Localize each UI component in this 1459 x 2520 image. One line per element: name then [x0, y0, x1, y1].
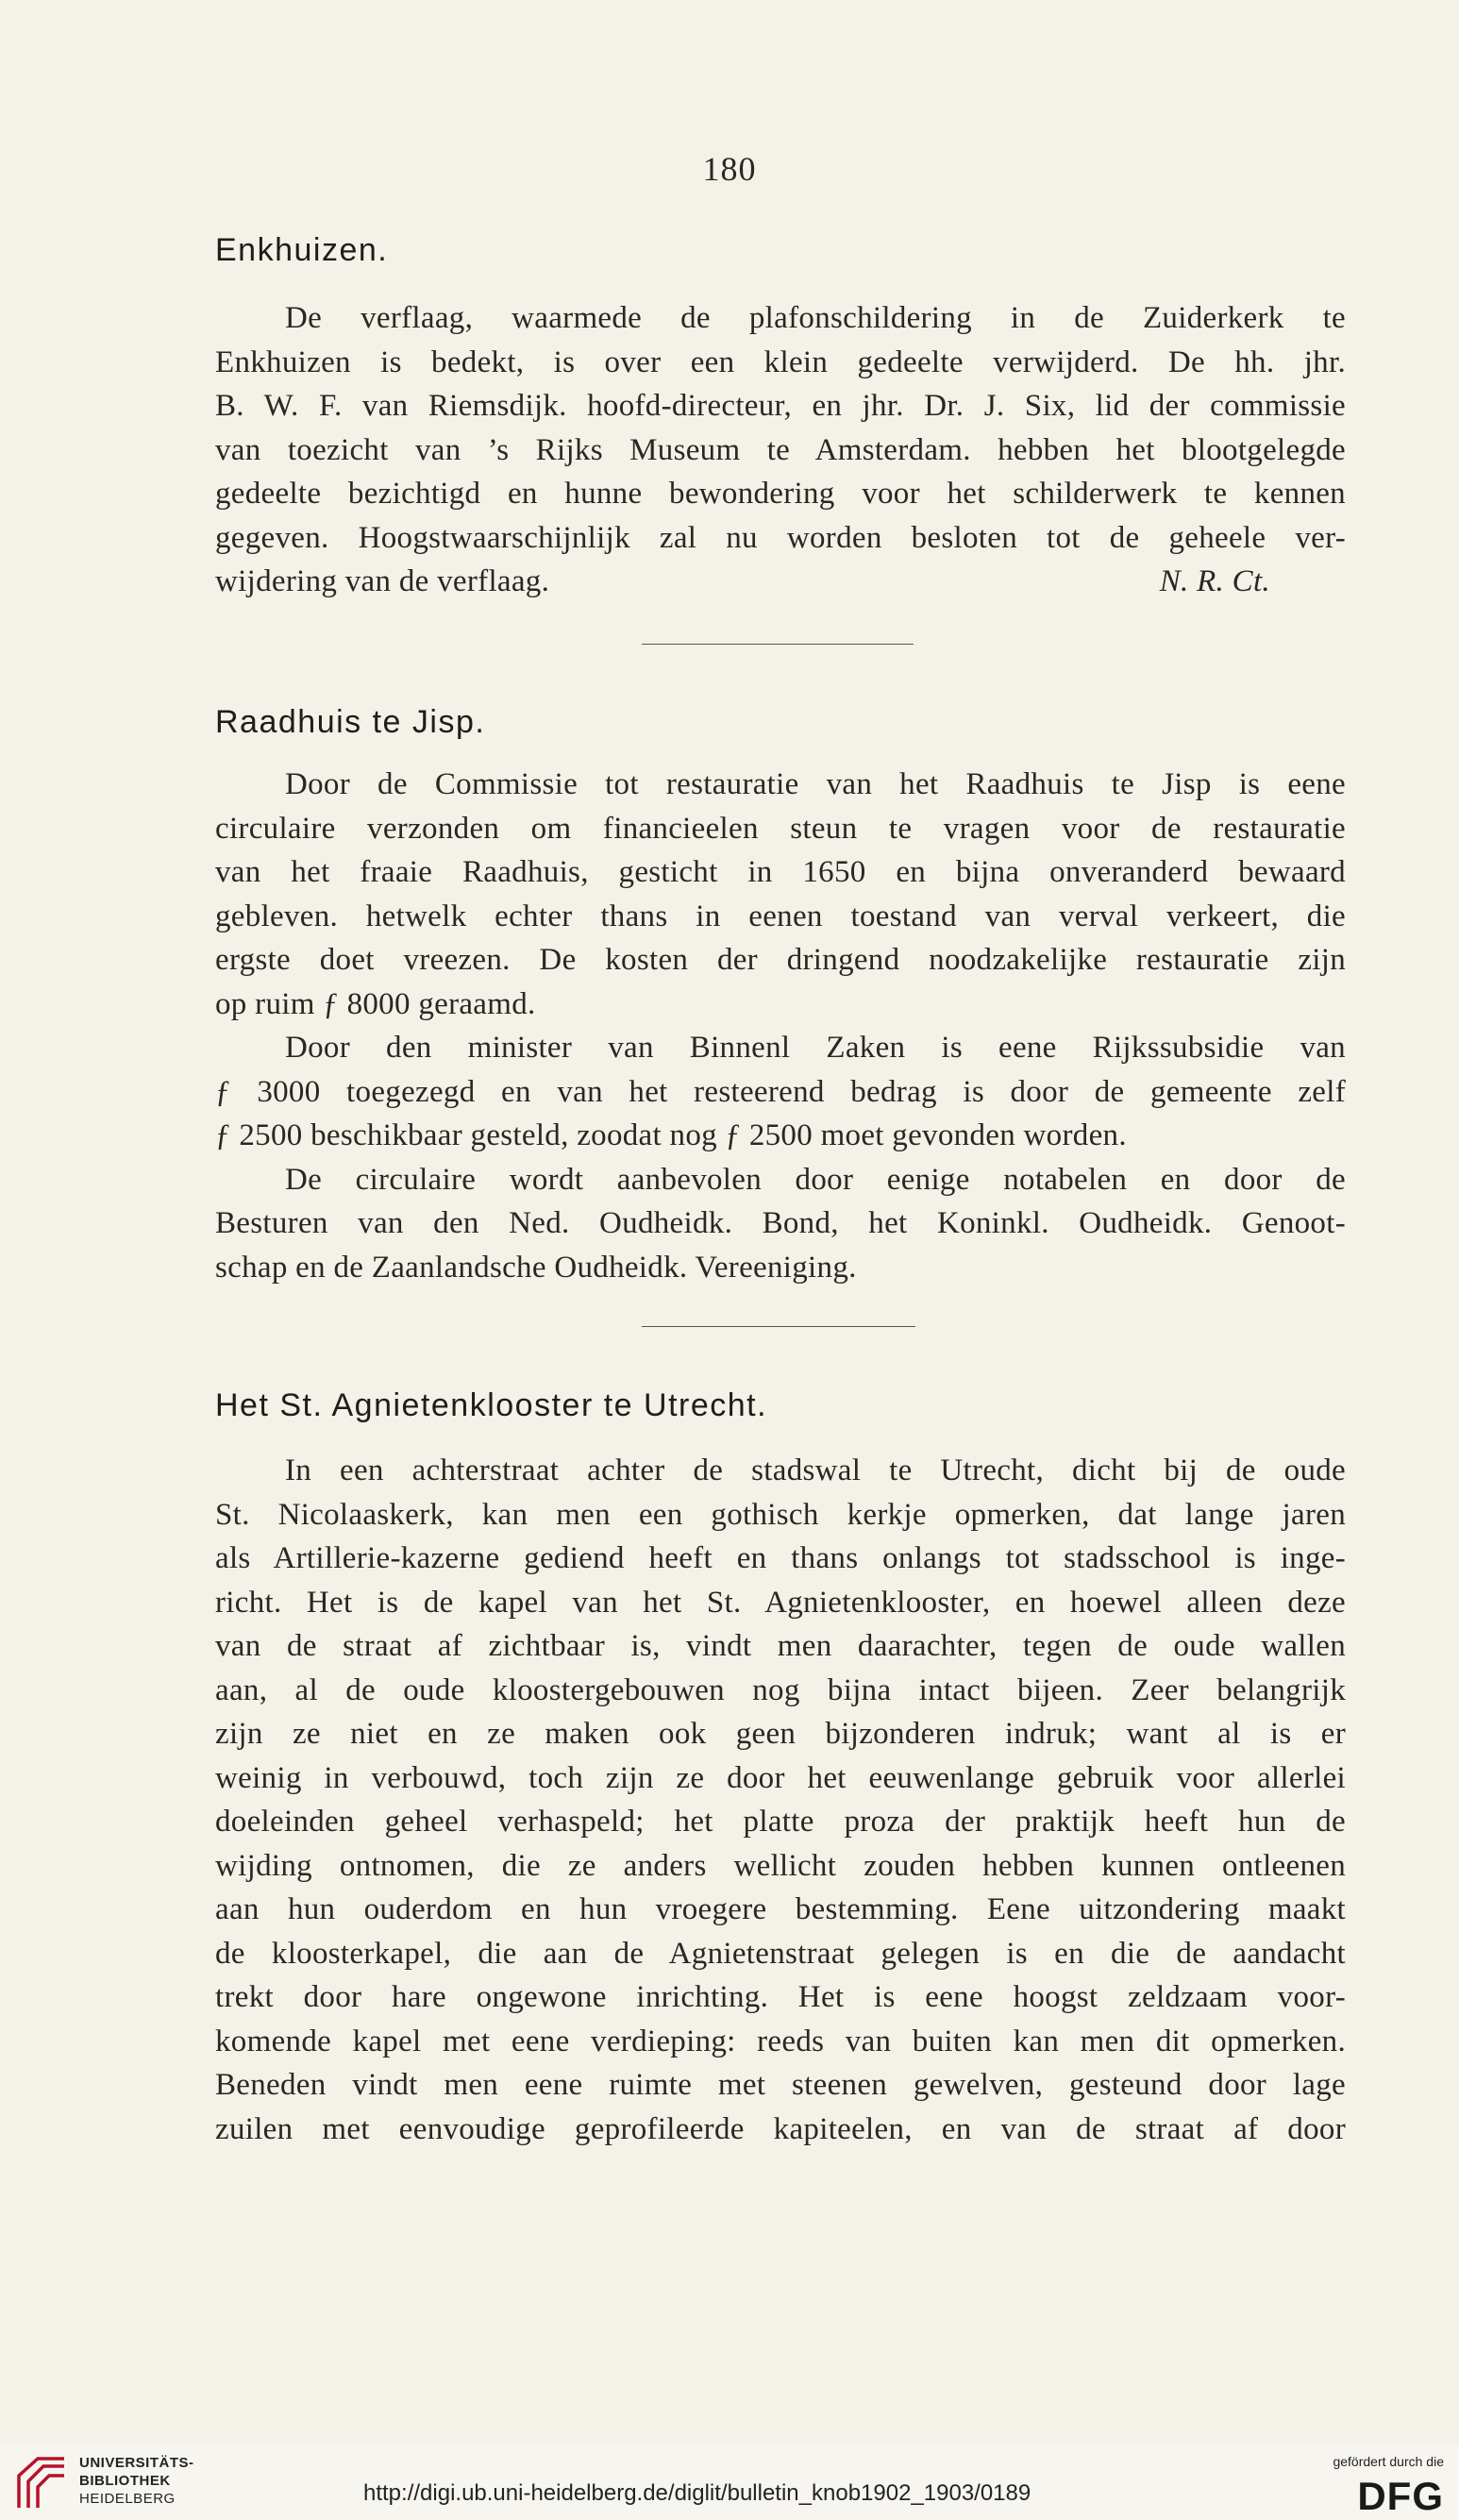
paragraph-raadhuis-jisp	[215, 763, 1346, 1289]
text-line: wijding ontnomen, die ze anders wellicht zouden hebben kunnen ontleenen	[215, 1848, 1346, 1883]
text-line: schap en de Zaanlandsche Oudheidk. Vereeniging.	[215, 1250, 857, 1285]
text-line: weinig in verbouwd, toch zijn ze door het eeuwenlange gebruik voor allerlei	[215, 1760, 1346, 1795]
text-line: Beneden vindt men eene ruimte met steenen gewelven, gesteund door lage	[215, 2068, 1346, 2102]
text-line: op ruim ƒ 8000 geraamd.	[215, 986, 536, 1021]
text-line: trekt door hare ongewone inrichting. Het is eene hoogst zeldzaam voor-	[215, 1980, 1346, 2014]
dfg-logo: DFG	[1357, 2474, 1444, 2518]
paragraph-agnietenklooster	[215, 1449, 1346, 2151]
text-line: komende kapel met eene verdieping: reeds van buiten kan men dit opmerken.	[215, 2024, 1346, 2058]
text-line	[215, 560, 1346, 604]
funder-label: gefördert durch die	[1333, 2454, 1444, 2469]
text-line: Besturen van den Ned. Oudheidk. Bond, het Koninkl. Oudheidk. Genoot-	[215, 1206, 1346, 1240]
section-heading-enkhuizen: Enkhuizen.	[215, 232, 389, 268]
text-line: van toezicht van ’s Rijks Museum te Amsterdam. hebben het blootgelegde	[215, 432, 1346, 467]
text-line: St. Nicolaaskerk, kan men een gothisch kerkje opmerken, dat lange jaren	[215, 1497, 1346, 1532]
text-line: Door de Commissie tot restauratie van het Raadhuis te Jisp is eene	[285, 767, 1346, 801]
text-line: B. W. F. van Riemsdijk. hoofd-directeur, en jhr. Dr. J. Six, lid der commissie	[215, 389, 1346, 423]
text-line: de kloosterkapel, die aan de Agnietenstraat gelegen is en die de aandacht	[215, 1936, 1346, 1971]
text-line: Door den minister van Binnenl Zaken is eene Rijkssubsidie van	[285, 1031, 1346, 1065]
library-name-line: BIBLIOTHEK	[79, 2473, 171, 2489]
text-line: zijn ze niet en ze maken ook geen bijzonderen indruk; want al is er	[215, 1717, 1346, 1751]
text-line: doeleinden geheel verhaspeld; het platte proza der praktijk heeft hun de	[215, 1805, 1346, 1839]
text-line-content: wijdering van de verflaag.	[215, 564, 550, 598]
text-line: richt. Het is de kapel van het St. Agnietenklooster, en hoewel alleen deze	[215, 1585, 1346, 1620]
text-line: In een achterstraat achter de stadswal te Utrecht, dicht bij de oude	[285, 1453, 1346, 1487]
section-divider	[642, 1326, 915, 1327]
text-line: De circulaire wordt aanbevolen door eenige notabelen en door de	[285, 1162, 1346, 1197]
text-line: gegeven. Hoogstwaarschijnlijk zal nu worden besloten tot de geheele ver-	[215, 520, 1346, 555]
text-line: ergste doet vreezen. De kosten der dringend noodzakelijke restauratie zijn	[215, 943, 1346, 977]
section-heading-raadhuis-jisp: Raadhuis te Jisp.	[215, 704, 486, 740]
text-line: gebleven. hetwelk echter thans in eenen toestand van verval verkeert, die	[215, 899, 1346, 933]
university-library-name	[79, 2454, 194, 2508]
section-heading-agnietenklooster: Het St. Agnietenklooster te Utrecht.	[215, 1387, 768, 1423]
text-line: ƒ 3000 toegezegd en van het resteerend bedrag is door de gemeente zelf	[215, 1074, 1346, 1109]
text-line: De verflaag, waarmede de plafonschildering in de Zuiderkerk te	[285, 301, 1346, 335]
library-name-line: UNIVERSITÄTS-	[79, 2455, 194, 2471]
text-line: aan, al de oude kloostergebouwen nog bijna intact bijeen. Zeer belangrijk	[215, 1672, 1346, 1707]
source-signature: N. R. Ct.	[1159, 564, 1270, 598]
page-number: 180	[702, 150, 757, 188]
text-line: van het fraaie Raadhuis, gesticht in 1650 en bijna onveranderd bewaard	[215, 855, 1346, 889]
text-line: van de straat af zichtbaar is, vindt men daarachter, tegen de oude wallen	[215, 1629, 1346, 1663]
permalink-url[interactable]: http://digi.ub.uni-heidelberg.de/diglit/bulletin_knob1902_1903/0189	[363, 2480, 1031, 2506]
paragraph-enkhuizen	[215, 296, 1346, 604]
university-library-logo-icon	[13, 2451, 70, 2512]
text-line: aan hun ouderdom en hun vroegere bestemming. Eene uitzondering maakt	[215, 1892, 1346, 1926]
library-name-line: HEIDELBERG	[79, 2491, 176, 2507]
text-line: zuilen met eenvoudige geprofileerde kapiteelen, en van de straat af door	[215, 2111, 1346, 2146]
section-divider	[642, 644, 914, 645]
text-line: ƒ 2500 beschikbaar gesteld, zoodat nog ƒ 2500 moet gevonden worden.	[215, 1118, 1127, 1152]
text-line: circulaire verzonden om financieelen steun te vragen voor de restauratie	[215, 811, 1346, 846]
text-line: gedeelte bezichtigd en hunne bewondering voor het schilderwerk te kennen	[215, 477, 1346, 511]
text-line: Enkhuizen is bedekt, is over een klein gedeelte verwijderd. De hh. jhr.	[215, 344, 1346, 379]
text-line: als Artillerie-kazerne gediend heeft en thans onlangs tot stadsschool is inge-	[215, 1541, 1346, 1575]
